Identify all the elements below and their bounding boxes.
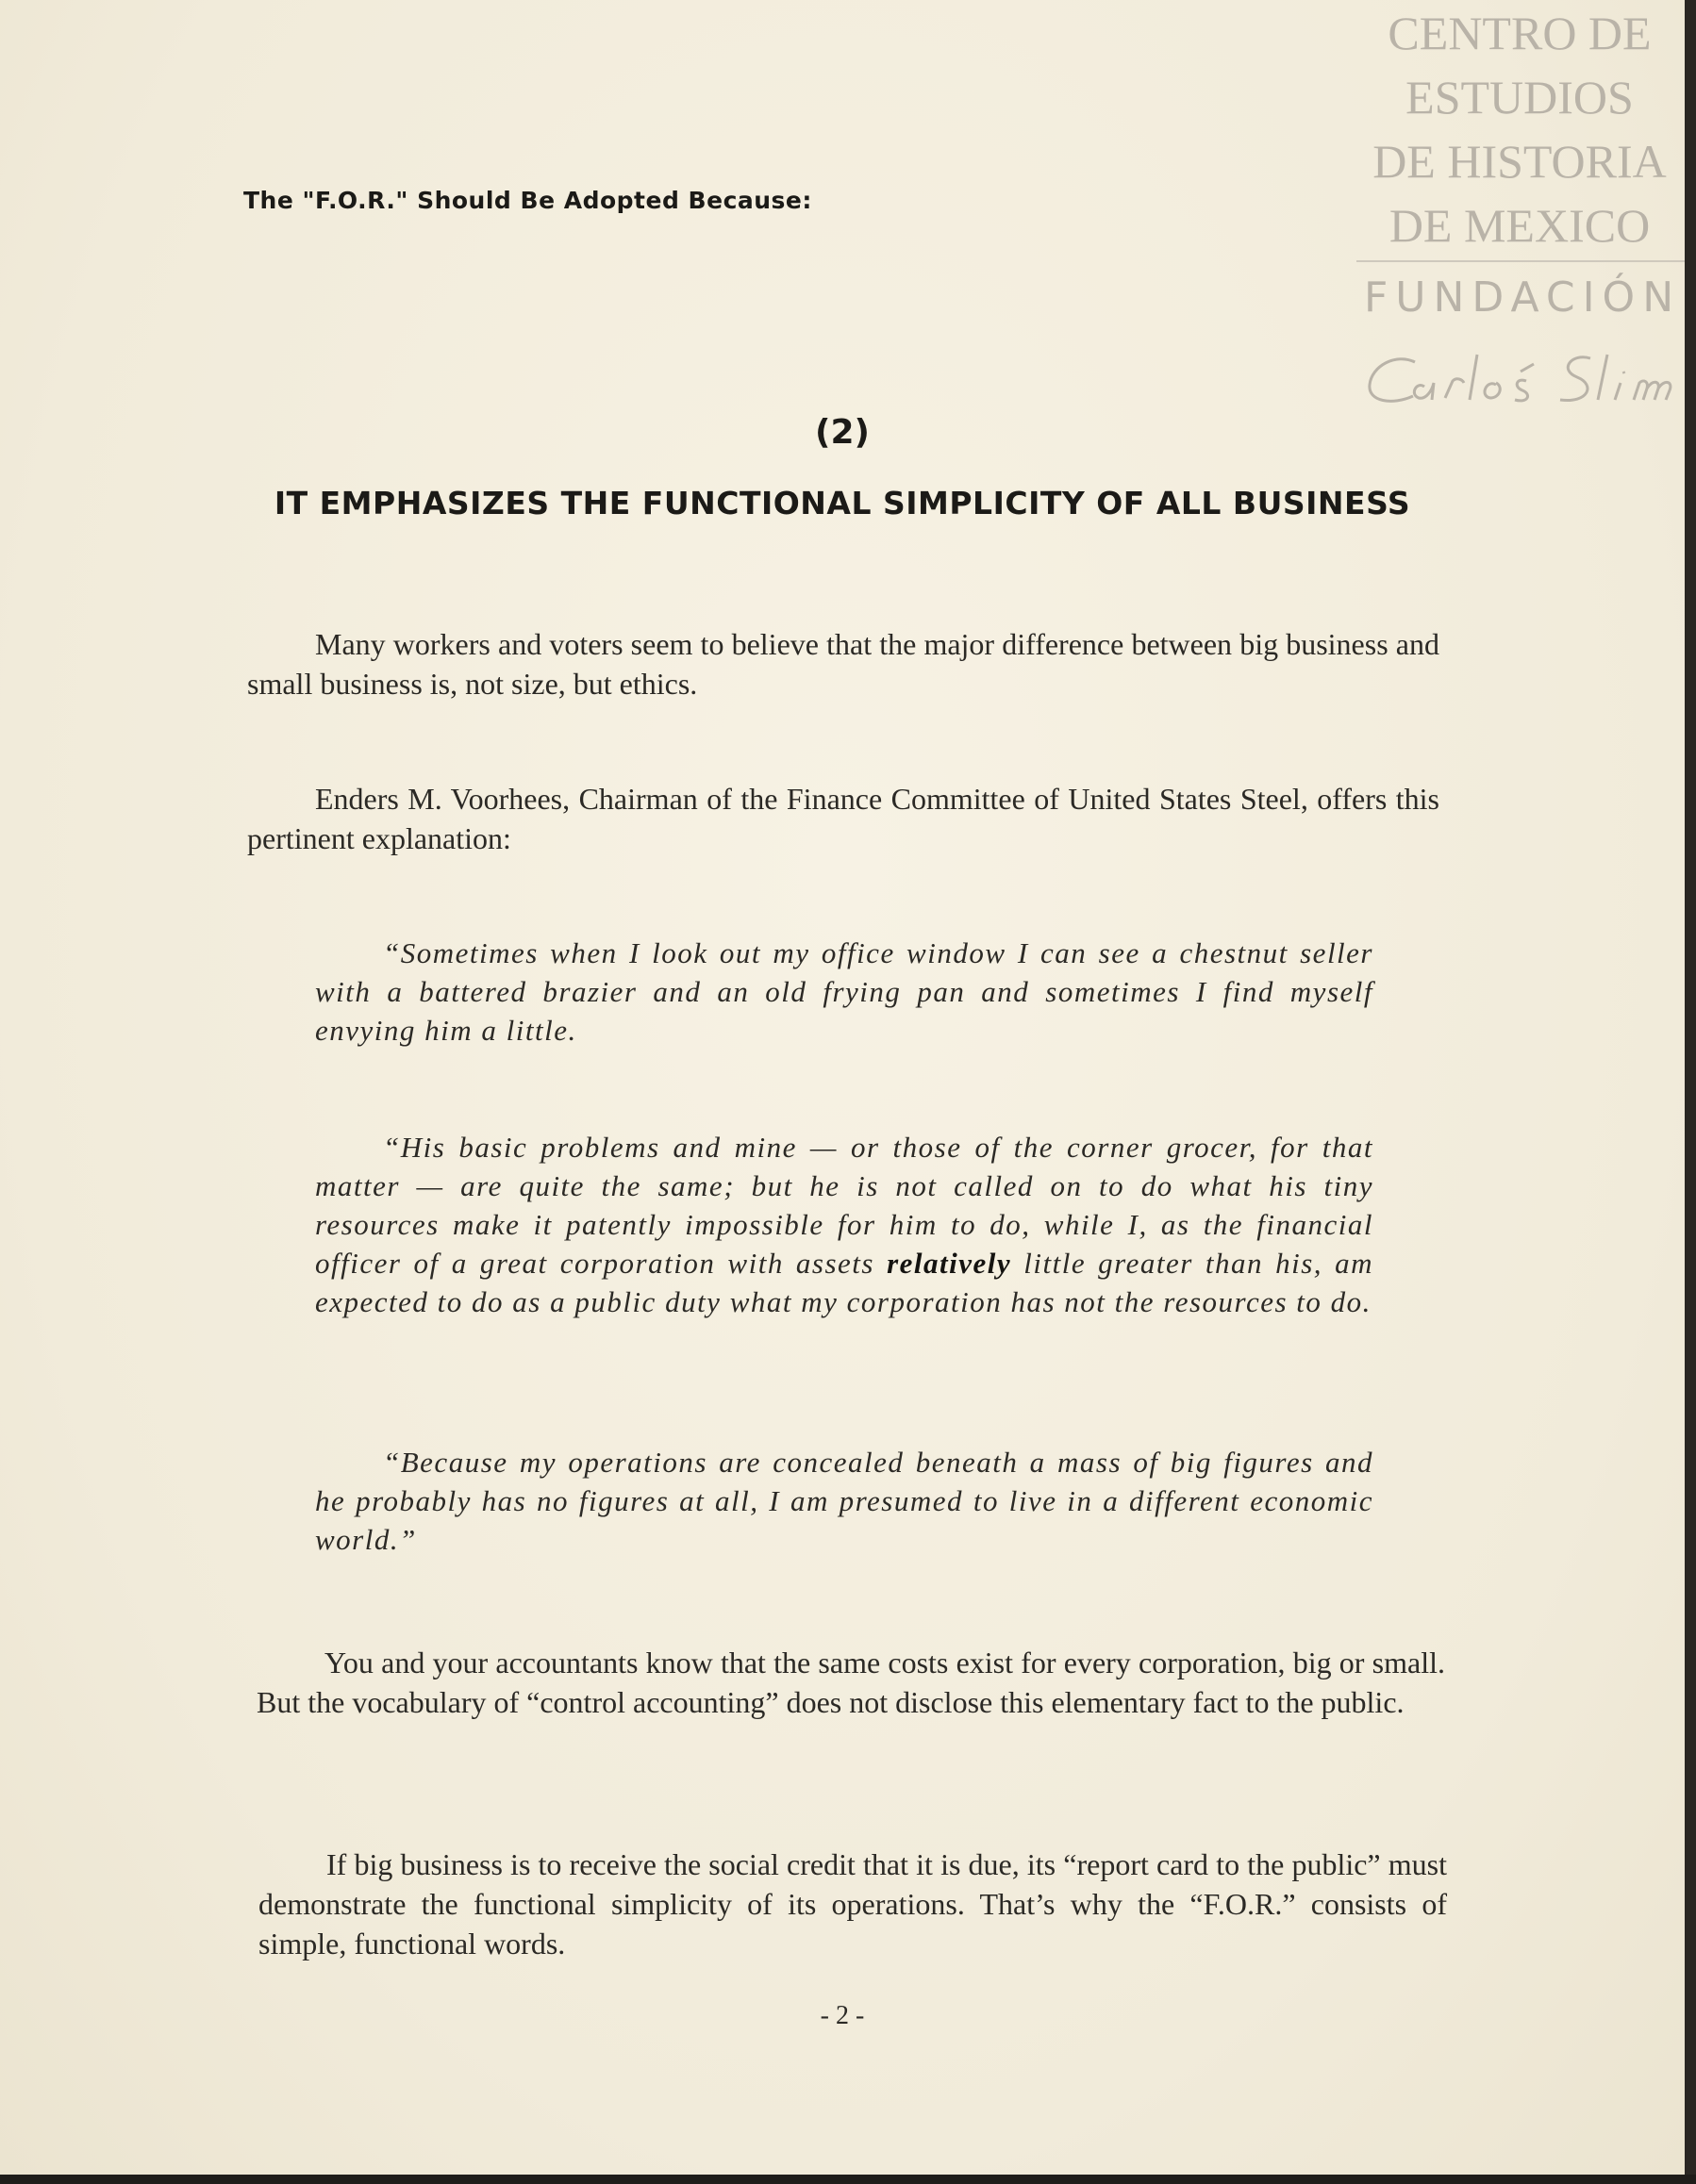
section-title: IT EMPHASIZES THE FUNCTIONAL SIMPLICITY OF ALL BUSINESS — [274, 485, 1411, 521]
page-edge-bottom — [0, 2175, 1696, 2184]
watermark-fundacion: FUNDACIÓN — [1364, 273, 1682, 322]
quote-paragraph-1: “Sometimes when I look out my office window I can see a chestnut seller with a battered brazier and an old frying pan and sometimes I find myself envying him a little. — [315, 936, 1373, 1047]
body-paragraph-4: If big business is to receive the social credit that it is due, its “report card to the public” must demonstrate the functional simplicity of its operations. That’s why the “F.O.R.” consists of simple, functional words. — [258, 1847, 1447, 1961]
watermark-line-1: CENTRO DE — [1388, 7, 1652, 59]
quote-paragraph-2 — [315, 1128, 1373, 1321]
quote-2-emphasis: relatively — [887, 1247, 1012, 1280]
watermark-line-4: DE MEXICO — [1388, 199, 1651, 252]
quote-paragraph-3: “Because my operations are concealed beneath a mass of big figures and he probably has no figures at all, I am presumed to live in a different economic world.” — [315, 1446, 1373, 1556]
body-paragraph-1: Many workers and voters seem to believe that the major difference between big business and small business is, not size, but ethics. — [247, 627, 1439, 701]
page-number: - 2 - — [820, 2001, 865, 2030]
page-edge-right — [1685, 0, 1696, 2184]
watermark-divider — [1356, 260, 1685, 262]
watermark-line-2: ESTUDIOS — [1405, 71, 1634, 124]
quote-2-text-start: “His basic problems and mine — or those of the corner grocer, for that matter — are quite the same; but he is not called on to do what his tiny resources make it patently impossible for him to do, while I, as the financial officer of a great corporation with assets — [315, 1131, 1373, 1280]
body-paragraph-2: Enders M. Voorhees, Chairman of the Finance Committee of United States Steel, offers this pertinent explanation: — [247, 782, 1439, 855]
quote-2-text-end: little greater than his, am expected to do as a public duty what my corporation has not the resources to do. — [315, 1247, 1374, 1318]
running-head: The "F.O.R." Should Be Adopted Because: — [243, 187, 812, 214]
section-number: (2) — [815, 413, 870, 452]
watermark-line-3: DE HISTORIA — [1372, 135, 1667, 188]
body-paragraph-3: You and your accountants know that the same costs exist for every corporation, big or small. But the vocabulary of “control accounting” does not disclose this elementary fact to the public. — [257, 1646, 1445, 1719]
watermark-signature-logo — [1358, 341, 1685, 417]
